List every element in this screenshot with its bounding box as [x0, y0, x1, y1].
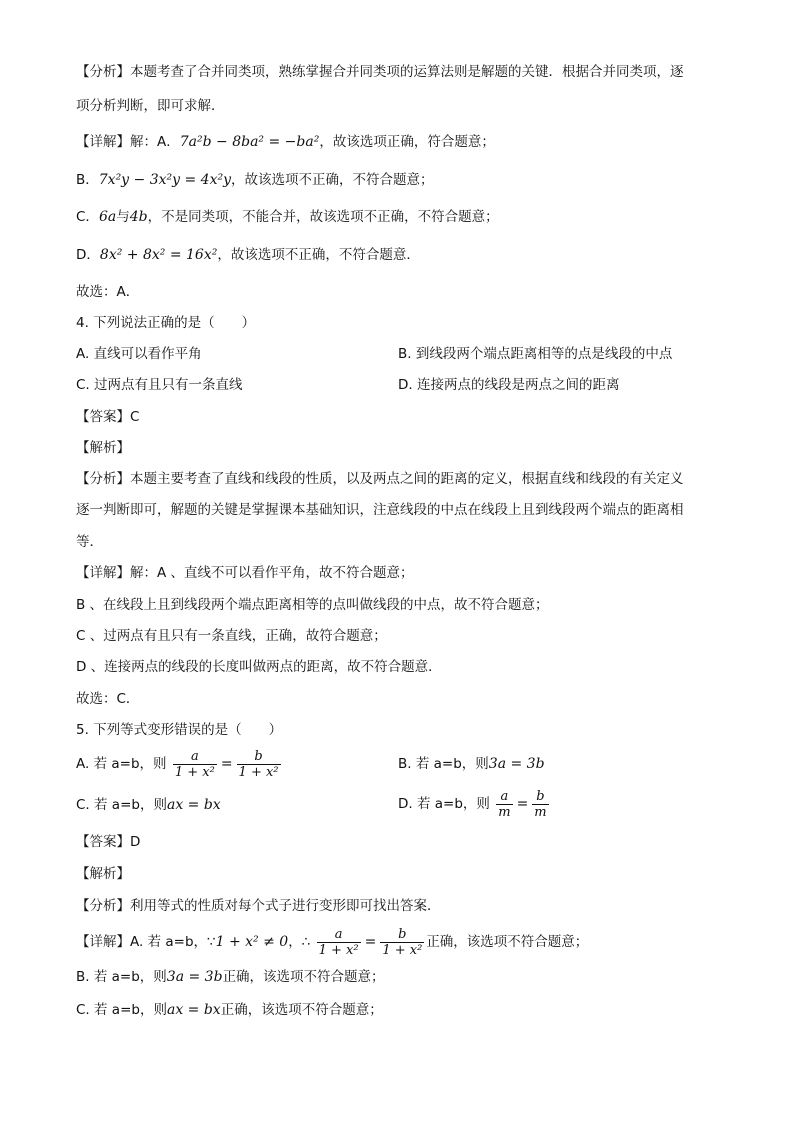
detail-line: 【详解】解：A 、直线不可以看作平角，故不符合题意； [76, 565, 414, 581]
detail-label: C． [76, 209, 99, 225]
math-expression: ax = bx [166, 797, 221, 813]
fraction-numerator: a [496, 789, 512, 805]
math-expression: 3a = 3b [166, 969, 223, 985]
fraction [173, 749, 217, 780]
fraction-denominator: m [534, 804, 547, 820]
detail-label: D． [76, 247, 100, 263]
fraction-denominator: 1 + x² [382, 942, 423, 958]
option-text: C. 若 a=b，则 [76, 797, 167, 813]
math-expression: 1 + x² ≠ 0 [215, 934, 289, 950]
fraction [532, 789, 548, 820]
analysis-line: 逐一判断即可，解题的关键是掌握课本基础知识，注意线段的中点在线段上且到线段两个端点的距离相 [76, 502, 684, 518]
math-expression: 7a²b − 8ba² = −ba² [179, 134, 320, 150]
analysis-line: 【分析】本题考查了合并同类项，熟练掌握合并同类项的运算法则是解题的关键．根据合并同类项，逐 [76, 64, 684, 80]
detail-b-line [76, 170, 434, 190]
question-4-stem: 4. 下列说法正确的是（ ） [76, 315, 256, 331]
detail-a-line [76, 132, 495, 152]
detail-text: ，故该选项不正确，不符合题意； [231, 172, 434, 188]
option-a: A. 直线可以看作平角 [76, 346, 202, 362]
fraction-denominator: 1 + x² [238, 764, 279, 780]
choice-line: 故选：C． [76, 691, 140, 707]
option-text: D. 若 a=b，则 [398, 796, 490, 812]
fraction [496, 789, 512, 820]
detail-c-line [76, 1000, 383, 1020]
detail-label: 【详解】解：A． [76, 134, 180, 150]
option-a [76, 748, 283, 780]
option-d: D. 连接两点的线段是两点之间的距离 [398, 377, 620, 393]
detail-text: ，不是同类项，不能合并，故该选项不正确，不符合题意； [147, 209, 499, 225]
detail-text: B. 若 a=b，则 [76, 969, 167, 985]
fraction-denominator: m [498, 804, 511, 820]
detail-text: ，故该选项正确，符合题意； [319, 134, 495, 150]
detail-text: 正确，该选项不符合题意； [220, 1002, 383, 1018]
fraction-numerator: b [380, 927, 424, 943]
math-expression: 4b [129, 209, 148, 225]
option-b [398, 754, 545, 774]
detail-text: C. 若 a=b，则 [76, 1002, 167, 1018]
solution-heading: 【解析】 [76, 866, 130, 882]
fraction-numerator: b [532, 789, 548, 805]
option-text: A. 若 a=b，则 [76, 756, 167, 772]
detail-line: B 、在线段上且到线段两个端点距离相等的点叫做线段的中点，故不符合题意； [76, 597, 549, 613]
fraction [237, 749, 281, 780]
equals-sign: = [364, 934, 377, 950]
answer-line: 【答案】C [76, 409, 140, 425]
detail-text: 【详解】A. 若 a=b，∵ [76, 934, 216, 950]
detail-label: B． [76, 172, 99, 188]
math-expression: 3a = 3b [488, 756, 545, 772]
option-b: B. 到线段两个端点距离相等的点是线段的中点 [398, 346, 673, 362]
equals-sign: = [220, 756, 233, 772]
detail-text: 正确，该选项不符合题意； [222, 969, 385, 985]
math-expression: 8x² + 8x² = 16x² [99, 247, 218, 263]
detail-text: 与 [116, 209, 130, 225]
detail-text: 正确，该选项不符合题意； [426, 934, 589, 950]
solution-heading: 【解析】 [76, 440, 130, 456]
equals-sign: = [516, 796, 529, 812]
question-5-stem: 5. 下列等式变形错误的是（ ） [76, 722, 283, 738]
fraction-numerator: a [173, 749, 217, 765]
detail-a-line [76, 926, 588, 958]
detail-d-line [76, 245, 420, 265]
detail-c-line [76, 207, 499, 227]
fraction [380, 927, 424, 958]
fraction [317, 927, 361, 958]
detail-b-line [76, 967, 385, 987]
math-expression: 6a [98, 209, 117, 225]
detail-line: C 、过两点有且只有一条直线，正确，故符合题意； [76, 628, 387, 644]
option-c [76, 795, 221, 815]
analysis-line: 项分析判断，即可求解． [76, 98, 225, 114]
detail-text: ，故该选项不正确，不符合题意． [217, 247, 420, 263]
option-c: C. 过两点有且只有一条直线 [76, 377, 243, 393]
option-text: B. 若 a=b，则 [398, 756, 489, 772]
detail-text: ，∴ [288, 934, 311, 950]
analysis-line: 【分析】本题主要考查了直线和线段的性质，以及两点之间的距离的定义，根据直线和线段的有关定义 [76, 471, 684, 487]
fraction-denominator: 1 + x² [318, 942, 359, 958]
math-expression: 7x²y − 3x²y = 4x²y [98, 172, 231, 188]
fraction-numerator: a [317, 927, 361, 943]
fraction-denominator: 1 + x² [174, 764, 215, 780]
choice-line: 故选：A． [76, 284, 140, 300]
analysis-line: 等． [76, 534, 103, 550]
math-expression: ax = bx [166, 1002, 221, 1018]
detail-line: D 、连接两点的线段的长度叫做两点的距离，故不符合题意． [76, 659, 442, 675]
fraction-numerator: b [237, 749, 281, 765]
option-d [398, 788, 551, 820]
answer-line: 【答案】D [76, 834, 141, 850]
analysis-line: 【分析】利用等式的性质对每个式子进行变形即可找出答案． [76, 898, 441, 914]
